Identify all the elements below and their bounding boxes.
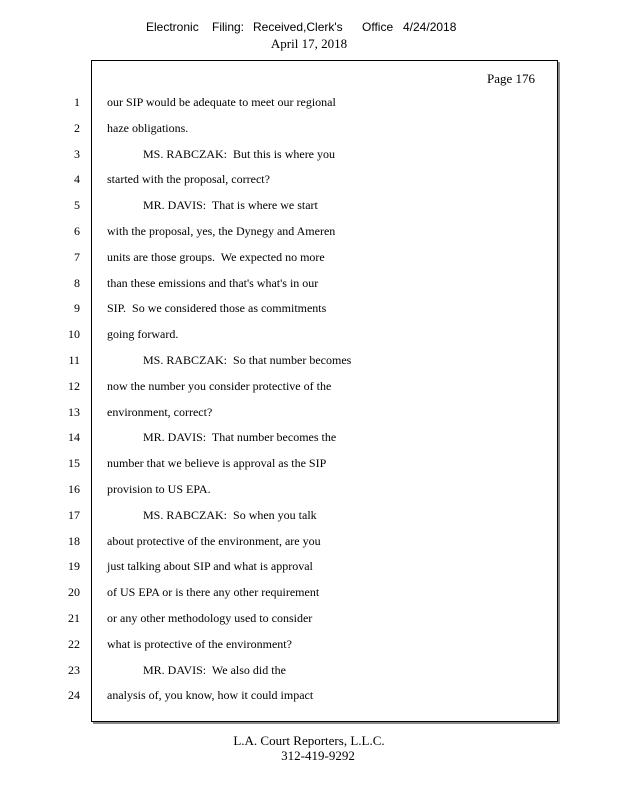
transcript-line: MR. DAVIS: That number becomes the	[143, 430, 337, 444]
transcript-date: April 17, 2018	[270, 36, 348, 51]
transcript-line: started with the proposal, correct?	[107, 172, 270, 186]
transcript-line: environment, correct?	[107, 405, 213, 419]
line-number: 12	[68, 379, 80, 393]
reporter-company: L.A. Court Reporters, L.L.C.	[233, 733, 385, 748]
stamp-date: 4/24/2018	[403, 20, 457, 34]
transcript-line: our SIP would be adequate to meet our regional	[107, 95, 336, 109]
transcript-line: than these emissions and that's what's in our	[107, 276, 319, 290]
stamp-filing: Filing:	[212, 20, 245, 34]
transcript-line: what is protective of the environment?	[107, 637, 292, 651]
transcript-line: just talking about SIP and what is approval	[107, 559, 313, 573]
line-number: 2	[74, 121, 80, 135]
line-number: 16	[68, 482, 80, 496]
line-number: 1	[74, 95, 80, 109]
line-number: 8	[74, 276, 80, 290]
transcript-line: MS. RABCZAK: But this is where you	[143, 147, 336, 161]
transcript-line: units are those groups. We expected no more	[107, 250, 325, 264]
line-number: 24	[68, 688, 80, 702]
page-number: Page 176	[486, 71, 535, 86]
transcript-line: MR. DAVIS: We also did the	[143, 663, 286, 677]
transcript-line: number that we believe is approval as the SIP	[107, 456, 327, 470]
line-number: 10	[68, 327, 80, 341]
line-number: 17	[68, 508, 80, 522]
line-number: 19	[68, 559, 80, 573]
transcript-line: MS. RABCZAK: So that number becomes	[143, 353, 352, 367]
transcript-line: provision to US EPA.	[107, 482, 211, 496]
transcript-line: going forward.	[107, 327, 179, 341]
stamp-electronic: Electronic	[146, 20, 199, 34]
transcript-line: or any other methodology used to consider	[107, 611, 313, 625]
transcript-line: now the number you consider protective of the	[107, 379, 332, 393]
line-number: 23	[68, 663, 80, 677]
line-number: 13	[68, 405, 80, 419]
line-number: 7	[74, 250, 80, 264]
line-number: 14	[68, 430, 80, 444]
transcript-line: haze obligations.	[107, 121, 189, 135]
transcript-line: with the proposal, yes, the Dynegy and Ameren	[107, 224, 336, 238]
transcript-line: MR. DAVIS: That is where we start	[143, 198, 318, 212]
stamp-received: Received,Clerk's	[253, 20, 343, 34]
transcript-line: SIP. So we considered those as commitments	[107, 301, 327, 315]
transcript-line: about protective of the environment, are you	[107, 534, 321, 548]
line-number: 9	[74, 301, 80, 315]
transcript-line: MS. RABCZAK: So when you talk	[143, 508, 317, 522]
line-number: 4	[74, 172, 80, 186]
line-number: 5	[74, 198, 80, 212]
line-number: 20	[68, 585, 80, 599]
line-number: 11	[68, 353, 80, 367]
line-number: 21	[68, 611, 80, 625]
line-number: 3	[74, 147, 80, 161]
line-number: 6	[74, 224, 80, 238]
line-number: 18	[68, 534, 80, 548]
line-number: 15	[68, 456, 80, 470]
transcript-line: analysis of, you know, how it could impact	[107, 688, 314, 702]
stamp-office: Office	[362, 20, 394, 34]
line-number: 22	[68, 637, 80, 651]
reporter-phone: 312-419-9292	[281, 748, 355, 763]
transcript-line: of US EPA or is there any other requirement	[107, 585, 320, 599]
